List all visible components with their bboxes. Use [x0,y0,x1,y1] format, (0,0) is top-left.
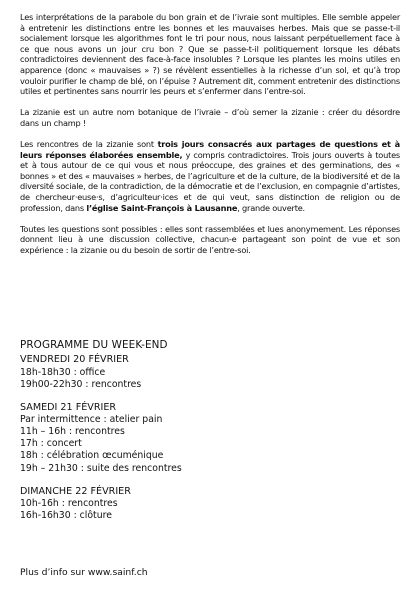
paragraph-zizanie: La zizanie est un autre nom botanique de l’ivraie – d’où semer la zizanie : créer du désordre dans un champ ! [20,107,400,128]
schedule-line: 19h00-22h30 : rencontres [20,378,142,390]
programme-section [20,339,400,533]
schedule-line: 18h : célébration œcuménique [20,450,164,462]
paragraph-parable: Les interprétations de la parabole du bon grain et de l’ivraie sont multiples. Elle semble appeler à entretenir les distinctions entre les bonnes et les mauvaises herbes. Mais que se passe-t-il socialement lorsque les algorithmes font le tri pour nous, nous laissant perpétuellement face à ce que nous avons un jour cru bon ? Que se passe-t-il politiquement lorsque les débats contradictoires deviennent des face-à-face insolubles ? Lorsque les plantes les moins utiles en apparence (donc « mauvaises » ?) se révèlent essentielles à la richesse d’un sol, et qu’à trop vouloir purifier le champ de blé, on l’épuise ? Autrement dit, comment entretenir des distinctions utiles et pertinentes sans nourrir les peurs et s’enfermer dans l’entre-soi. [20,12,400,97]
day-friday [20,354,400,391]
schedule-line: 10h-16h : rencontres [20,498,118,510]
schedule-line: 16h-16h30 : clôture [20,510,112,522]
day-title: VENDREDI 20 FÉVRIER [20,354,129,365]
rencontres-text-c: , grande ouverte. [237,202,305,213]
programme-title: PROGRAMME DU WEEK-END [20,339,168,351]
day-sunday [20,486,400,523]
schedule-line: 17h : concert [20,438,82,450]
day-title: SAMEDI 21 FÉVRIER [20,401,117,413]
intro-text [20,12,400,266]
rencontres-text-a: Les rencontres de la zizanie sont [20,138,158,149]
day-saturday [20,402,400,475]
venue-name: l’église Saint-François à Lausanne [86,202,238,213]
day-title: DIMANCHE 22 FÉVRIER [20,485,131,497]
paragraph-rencontres [20,139,400,213]
schedule-line: 11h – 16h : rencontres [20,426,125,438]
schedule-line: Par intermittence : atelier pain [20,414,163,426]
schedule-line: 19h – 21h30 : suite des rencontres [20,462,182,474]
more-info-link[interactable]: Plus d’info sur www.sainf.ch [20,567,148,578]
rencontres-highlight: trois jours consacrés aux partages de questions et à leurs réponses élaborées ensemble, [20,138,400,160]
rencontres-text-b: y compris contradictoires. Trois jours ouverts à toutes et à tous autour de ce qui vous et nous préoccupe, des graines et des germinations, des « bonnes » et des « mauvaises » herbes, de l’agriculture et de la culture, de la biodiversité et de la diversité sociale, de la contradiction, de la démocratie et de l’exclusion, en compagnie d’artistes, de chercheur·euse·s, d’agriculteur·ices et de qui veut, sans distinction de religion ou de profession, dans [20,149,400,213]
paragraph-questions: Toutes les questions sont possibles : elles sont rassemblées et lues anonymement. Les réponses donnent lieu à une discussion collective, chacun-e partageant son point de vue et son expérience : la zizanie ou du besoin de sortir de l’entre-soi. [20,223,400,255]
schedule-line: 18h-18h30 : office [20,366,106,378]
